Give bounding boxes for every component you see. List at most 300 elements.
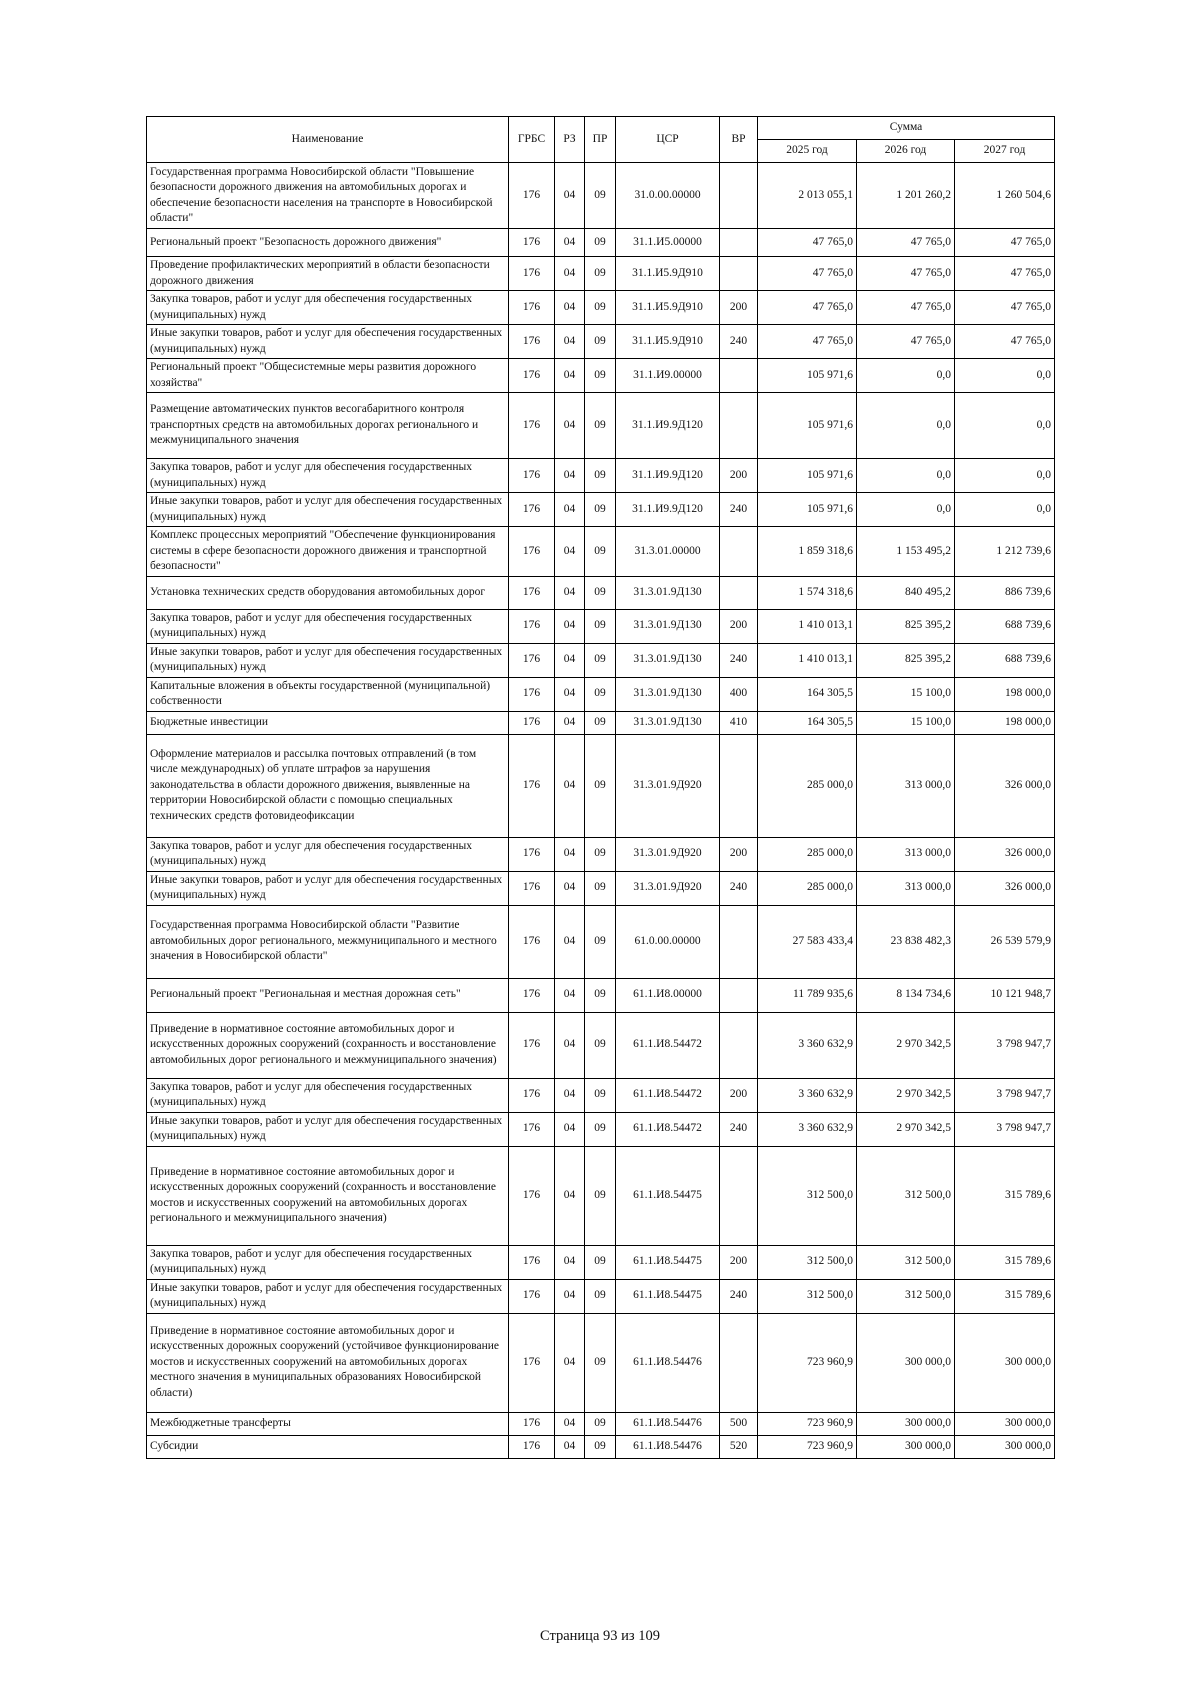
cell-sum-2027: 0,0 (955, 393, 1055, 459)
cell-rz: 04 (555, 229, 585, 257)
header-name: Наименование (147, 117, 509, 163)
cell-rz: 04 (555, 459, 585, 493)
cell-name: Государственная программа Новосибирской области "Развитие автомобильных дорог регионального, межмуниципального и местного значения в Новосибирской области" (147, 905, 509, 978)
cell-rz: 04 (555, 576, 585, 609)
cell-sum-2027: 315 789,6 (955, 1245, 1055, 1279)
cell-csr: 31.3.01.9Д920 (616, 837, 720, 871)
cell-sum-2027: 326 000,0 (955, 734, 1055, 837)
cell-name: Иные закупки товаров, работ и услуг для обеспечения государственных (муниципальных) нужд (147, 1112, 509, 1146)
header-grbs: ГРБС (509, 117, 555, 163)
cell-csr: 61.1.И8.54475 (616, 1245, 720, 1279)
cell-grbs: 176 (509, 609, 555, 643)
cell-pr: 09 (585, 576, 616, 609)
cell-csr: 31.3.01.9Д130 (616, 576, 720, 609)
header-year-2027: 2027 год (955, 140, 1055, 163)
cell-rz: 04 (555, 527, 585, 577)
cell-sum-2027: 688 739,6 (955, 609, 1055, 643)
cell-rz: 04 (555, 163, 585, 229)
cell-name: Иные закупки товаров, работ и услуг для обеспечения государственных (муниципальных) нужд (147, 325, 509, 359)
cell-grbs: 176 (509, 527, 555, 577)
cell-rz: 04 (555, 1245, 585, 1279)
table-row (147, 1412, 1055, 1435)
cell-grbs: 176 (509, 1245, 555, 1279)
cell-sum-2026: 1 201 260,2 (857, 163, 955, 229)
cell-sum-2025: 1 410 013,1 (758, 609, 857, 643)
cell-name: Капитальные вложения в объекты государственной (муниципальной) собственности (147, 677, 509, 711)
cell-rz: 04 (555, 711, 585, 734)
cell-name: Иные закупки товаров, работ и услуг для обеспечения государственных (муниципальных) нужд (147, 643, 509, 677)
cell-vr (720, 905, 758, 978)
cell-name: Размещение автоматических пунктов весогабаритного контроля транспортных средств на автомобильных дорогах регионального и межмуниципального значения (147, 393, 509, 459)
cell-pr: 09 (585, 871, 616, 905)
table-row (147, 1279, 1055, 1313)
table-row (147, 459, 1055, 493)
cell-grbs: 176 (509, 711, 555, 734)
cell-vr: 200 (720, 1245, 758, 1279)
cell-csr: 31.1.И9.9Д120 (616, 459, 720, 493)
header-sum: Сумма (758, 117, 1055, 140)
cell-sum-2027: 3 798 947,7 (955, 1078, 1055, 1112)
table-row (147, 493, 1055, 527)
cell-sum-2026: 312 500,0 (857, 1245, 955, 1279)
cell-sum-2026: 313 000,0 (857, 734, 955, 837)
cell-grbs: 176 (509, 257, 555, 291)
table-body (147, 163, 1055, 1459)
cell-pr: 09 (585, 1245, 616, 1279)
cell-vr (720, 1146, 758, 1245)
table-row (147, 257, 1055, 291)
cell-sum-2026: 47 765,0 (857, 291, 955, 325)
table-row (147, 1245, 1055, 1279)
cell-rz: 04 (555, 1112, 585, 1146)
cell-sum-2027: 300 000,0 (955, 1412, 1055, 1435)
cell-sum-2025: 164 305,5 (758, 677, 857, 711)
cell-grbs: 176 (509, 1078, 555, 1112)
cell-sum-2025: 105 971,6 (758, 359, 857, 393)
cell-sum-2025: 1 574 318,6 (758, 576, 857, 609)
cell-sum-2025: 285 000,0 (758, 734, 857, 837)
cell-grbs: 176 (509, 677, 555, 711)
cell-csr: 61.1.И8.00000 (616, 978, 720, 1012)
cell-csr: 31.3.01.9Д130 (616, 643, 720, 677)
cell-sum-2027: 47 765,0 (955, 229, 1055, 257)
cell-rz: 04 (555, 1078, 585, 1112)
cell-vr (720, 576, 758, 609)
cell-name: Закупка товаров, работ и услуг для обеспечения государственных (муниципальных) нужд (147, 1245, 509, 1279)
cell-pr: 09 (585, 905, 616, 978)
table-row (147, 325, 1055, 359)
cell-csr: 61.1.И8.54472 (616, 1078, 720, 1112)
cell-rz: 04 (555, 978, 585, 1012)
cell-name: Иные закупки товаров, работ и услуг для обеспечения государственных (муниципальных) нужд (147, 1279, 509, 1313)
cell-grbs: 176 (509, 163, 555, 229)
cell-rz: 04 (555, 643, 585, 677)
cell-vr (720, 229, 758, 257)
table-row (147, 837, 1055, 871)
cell-sum-2026: 0,0 (857, 493, 955, 527)
cell-csr: 61.1.И8.54476 (616, 1412, 720, 1435)
cell-sum-2026: 1 153 495,2 (857, 527, 955, 577)
cell-csr: 31.3.01.9Д130 (616, 711, 720, 734)
cell-name: Установка технических средств оборудования автомобильных дорог (147, 576, 509, 609)
cell-sum-2025: 312 500,0 (758, 1146, 857, 1245)
cell-sum-2027: 1 212 739,6 (955, 527, 1055, 577)
cell-sum-2025: 47 765,0 (758, 291, 857, 325)
cell-grbs: 176 (509, 1012, 555, 1078)
cell-name: Межбюджетные трансферты (147, 1412, 509, 1435)
cell-sum-2026: 0,0 (857, 459, 955, 493)
cell-sum-2027: 0,0 (955, 493, 1055, 527)
page-number: Страница 93 из 109 (539, 1628, 660, 1644)
cell-vr: 500 (720, 1412, 758, 1435)
cell-sum-2026: 2 970 342,5 (857, 1012, 955, 1078)
cell-rz: 04 (555, 734, 585, 837)
cell-vr (720, 527, 758, 577)
cell-csr: 31.3.01.9Д920 (616, 871, 720, 905)
cell-csr: 31.1.И9.00000 (616, 359, 720, 393)
cell-rz: 04 (555, 359, 585, 393)
cell-sum-2026: 2 970 342,5 (857, 1078, 955, 1112)
cell-sum-2025: 2 013 055,1 (758, 163, 857, 229)
cell-sum-2025: 285 000,0 (758, 871, 857, 905)
table-row (147, 393, 1055, 459)
cell-sum-2025: 3 360 632,9 (758, 1112, 857, 1146)
cell-pr: 09 (585, 677, 616, 711)
cell-sum-2027: 688 739,6 (955, 643, 1055, 677)
cell-sum-2026: 47 765,0 (857, 325, 955, 359)
table-row (147, 291, 1055, 325)
cell-vr (720, 734, 758, 837)
cell-vr (720, 163, 758, 229)
cell-pr: 09 (585, 163, 616, 229)
cell-name: Комплекс процессных мероприятий "Обеспечение функционирования системы в сфере безопасности дорожного движения и транспортной безопасности" (147, 527, 509, 577)
cell-sum-2026: 47 765,0 (857, 229, 955, 257)
cell-grbs: 176 (509, 1313, 555, 1412)
table-row (147, 734, 1055, 837)
cell-sum-2027: 47 765,0 (955, 325, 1055, 359)
cell-name: Закупка товаров, работ и услуг для обеспечения государственных (муниципальных) нужд (147, 609, 509, 643)
cell-pr: 09 (585, 459, 616, 493)
cell-grbs: 176 (509, 325, 555, 359)
cell-pr: 09 (585, 1412, 616, 1435)
cell-pr: 09 (585, 359, 616, 393)
cell-name: Региональный проект "Региональная и местная дорожная сеть" (147, 978, 509, 1012)
cell-sum-2026: 15 100,0 (857, 711, 955, 734)
cell-csr: 31.1.И5.9Д910 (616, 291, 720, 325)
cell-vr: 200 (720, 1078, 758, 1112)
cell-pr: 09 (585, 493, 616, 527)
cell-rz: 04 (555, 325, 585, 359)
cell-name: Субсидии (147, 1435, 509, 1458)
cell-rz: 04 (555, 291, 585, 325)
budget-table (146, 116, 1055, 1459)
table-row (147, 677, 1055, 711)
cell-rz: 04 (555, 1435, 585, 1458)
cell-sum-2026: 300 000,0 (857, 1313, 955, 1412)
cell-vr: 520 (720, 1435, 758, 1458)
cell-sum-2026: 300 000,0 (857, 1435, 955, 1458)
cell-sum-2027: 300 000,0 (955, 1435, 1055, 1458)
cell-sum-2025: 1 410 013,1 (758, 643, 857, 677)
cell-grbs: 176 (509, 1279, 555, 1313)
cell-sum-2025: 47 765,0 (758, 229, 857, 257)
cell-vr: 410 (720, 711, 758, 734)
cell-vr: 240 (720, 493, 758, 527)
cell-rz: 04 (555, 1412, 585, 1435)
cell-grbs: 176 (509, 643, 555, 677)
cell-grbs: 176 (509, 1146, 555, 1245)
cell-grbs: 176 (509, 1112, 555, 1146)
cell-csr: 31.1.И5.9Д910 (616, 257, 720, 291)
cell-grbs: 176 (509, 1412, 555, 1435)
header-vr: ВР (720, 117, 758, 163)
cell-pr: 09 (585, 1012, 616, 1078)
cell-vr: 240 (720, 643, 758, 677)
cell-grbs: 176 (509, 493, 555, 527)
cell-csr: 31.0.00.00000 (616, 163, 720, 229)
header-rz: РЗ (555, 117, 585, 163)
cell-sum-2025: 47 765,0 (758, 325, 857, 359)
cell-csr: 61.1.И8.54472 (616, 1012, 720, 1078)
table-row (147, 1435, 1055, 1458)
table-row (147, 163, 1055, 229)
cell-name: Иные закупки товаров, работ и услуг для обеспечения государственных (муниципальных) нужд (147, 493, 509, 527)
cell-name: Оформление материалов и рассылка почтовых отправлений (в том числе международных) об уплате штрафов за нарушения законодательства в области дорожного движения, выявленные на территории Новосибирской области с помощью специальных технических средств фотовидеофиксации (147, 734, 509, 837)
cell-name: Иные закупки товаров, работ и услуг для обеспечения государственных (муниципальных) нужд (147, 871, 509, 905)
cell-csr: 31.3.01.00000 (616, 527, 720, 577)
cell-grbs: 176 (509, 291, 555, 325)
cell-pr: 09 (585, 837, 616, 871)
cell-csr: 31.1.И5.9Д910 (616, 325, 720, 359)
cell-name: Приведение в нормативное состояние автомобильных дорог и искусственных дорожных сооружений (сохранность и восстановление мостов и искусственных сооружений на автомобильных дорогах регионального и межмуниципального значения) (147, 1146, 509, 1245)
cell-sum-2027: 1 260 504,6 (955, 163, 1055, 229)
cell-sum-2025: 723 960,9 (758, 1435, 857, 1458)
cell-sum-2026: 15 100,0 (857, 677, 955, 711)
cell-rz: 04 (555, 1146, 585, 1245)
cell-vr: 240 (720, 1112, 758, 1146)
cell-vr (720, 978, 758, 1012)
cell-sum-2027: 315 789,6 (955, 1146, 1055, 1245)
cell-rz: 04 (555, 393, 585, 459)
cell-pr: 09 (585, 257, 616, 291)
cell-sum-2025: 27 583 433,4 (758, 905, 857, 978)
cell-rz: 04 (555, 677, 585, 711)
table-row (147, 871, 1055, 905)
cell-name: Приведение в нормативное состояние автомобильных дорог и искусственных дорожных сооружений (устойчивое функционирование мостов и искусственных сооружений на автомобильных дорогах местного значения в муниципальных образованиях Новосибирской области) (147, 1313, 509, 1412)
cell-sum-2026: 313 000,0 (857, 871, 955, 905)
cell-vr: 200 (720, 837, 758, 871)
cell-grbs: 176 (509, 359, 555, 393)
header-year-2025: 2025 год (758, 140, 857, 163)
cell-sum-2027: 0,0 (955, 359, 1055, 393)
cell-csr: 31.1.И9.9Д120 (616, 493, 720, 527)
cell-sum-2027: 315 789,6 (955, 1279, 1055, 1313)
cell-pr: 09 (585, 229, 616, 257)
cell-pr: 09 (585, 978, 616, 1012)
cell-sum-2026: 47 765,0 (857, 257, 955, 291)
cell-pr: 09 (585, 609, 616, 643)
header-pr: ПР (585, 117, 616, 163)
cell-rz: 04 (555, 1313, 585, 1412)
cell-sum-2026: 2 970 342,5 (857, 1112, 955, 1146)
cell-sum-2025: 164 305,5 (758, 711, 857, 734)
cell-vr: 240 (720, 1279, 758, 1313)
cell-name: Закупка товаров, работ и услуг для обеспечения государственных (муниципальных) нужд (147, 837, 509, 871)
cell-csr: 61.1.И8.54476 (616, 1313, 720, 1412)
cell-name: Бюджетные инвестиции (147, 711, 509, 734)
table-row (147, 1146, 1055, 1245)
cell-vr (720, 359, 758, 393)
cell-name: Проведение профилактических мероприятий в области безопасности дорожного движения (147, 257, 509, 291)
cell-rz: 04 (555, 609, 585, 643)
cell-rz: 04 (555, 257, 585, 291)
cell-vr: 200 (720, 291, 758, 325)
cell-sum-2027: 47 765,0 (955, 291, 1055, 325)
cell-sum-2026: 312 500,0 (857, 1279, 955, 1313)
table-row (147, 978, 1055, 1012)
cell-name: Приведение в нормативное состояние автомобильных дорог и искусственных дорожных сооружений (сохранность и восстановление автомобильных дорог регионального и межмуниципального значения) (147, 1012, 509, 1078)
cell-rz: 04 (555, 905, 585, 978)
cell-sum-2025: 312 500,0 (758, 1245, 857, 1279)
cell-pr: 09 (585, 1279, 616, 1313)
table-row (147, 1012, 1055, 1078)
cell-grbs: 176 (509, 978, 555, 1012)
cell-grbs: 176 (509, 393, 555, 459)
cell-sum-2026: 0,0 (857, 393, 955, 459)
cell-name: Региональный проект "Общесистемные меры развития дорожного хозяйства" (147, 359, 509, 393)
cell-grbs: 176 (509, 229, 555, 257)
cell-name: Государственная программа Новосибирской области "Повышение безопасности дорожного движения на автомобильных дорогах и обеспечение безопасности населения на транспорте в Новосибирской области" (147, 163, 509, 229)
cell-sum-2025: 3 360 632,9 (758, 1078, 857, 1112)
cell-grbs: 176 (509, 459, 555, 493)
cell-grbs: 176 (509, 905, 555, 978)
cell-sum-2026: 825 395,2 (857, 609, 955, 643)
cell-rz: 04 (555, 1279, 585, 1313)
cell-vr (720, 1313, 758, 1412)
cell-sum-2025: 285 000,0 (758, 837, 857, 871)
cell-sum-2027: 300 000,0 (955, 1313, 1055, 1412)
header-csr: ЦСР (616, 117, 720, 163)
cell-csr: 31.3.01.9Д130 (616, 677, 720, 711)
cell-sum-2025: 723 960,9 (758, 1412, 857, 1435)
table-row (147, 1313, 1055, 1412)
cell-sum-2026: 300 000,0 (857, 1412, 955, 1435)
cell-pr: 09 (585, 527, 616, 577)
cell-csr: 61.1.И8.54472 (616, 1112, 720, 1146)
cell-csr: 61.1.И8.54475 (616, 1146, 720, 1245)
cell-sum-2027: 198 000,0 (955, 677, 1055, 711)
cell-sum-2026: 0,0 (857, 359, 955, 393)
table-row (147, 229, 1055, 257)
cell-pr: 09 (585, 1146, 616, 1245)
cell-csr: 61.0.00.00000 (616, 905, 720, 978)
cell-pr: 09 (585, 1112, 616, 1146)
cell-csr: 31.3.01.9Д920 (616, 734, 720, 837)
table-row (147, 1112, 1055, 1146)
cell-pr: 09 (585, 734, 616, 837)
cell-sum-2025: 11 789 935,6 (758, 978, 857, 1012)
cell-sum-2025: 105 971,6 (758, 459, 857, 493)
cell-name: Региональный проект "Безопасность дорожного движения" (147, 229, 509, 257)
cell-pr: 09 (585, 393, 616, 459)
cell-sum-2025: 1 859 318,6 (758, 527, 857, 577)
cell-pr: 09 (585, 325, 616, 359)
cell-pr: 09 (585, 1078, 616, 1112)
cell-sum-2025: 312 500,0 (758, 1279, 857, 1313)
cell-csr: 61.1.И8.54475 (616, 1279, 720, 1313)
cell-vr: 200 (720, 459, 758, 493)
table-row (147, 643, 1055, 677)
cell-csr: 61.1.И8.54476 (616, 1435, 720, 1458)
cell-sum-2025: 3 360 632,9 (758, 1012, 857, 1078)
cell-sum-2025: 105 971,6 (758, 393, 857, 459)
cell-name: Закупка товаров, работ и услуг для обеспечения государственных (муниципальных) нужд (147, 291, 509, 325)
header-year-2026: 2026 год (857, 140, 955, 163)
cell-vr (720, 393, 758, 459)
table-header (147, 117, 1055, 163)
cell-sum-2025: 105 971,6 (758, 493, 857, 527)
cell-sum-2027: 47 765,0 (955, 257, 1055, 291)
cell-vr: 200 (720, 609, 758, 643)
cell-sum-2025: 723 960,9 (758, 1313, 857, 1412)
cell-sum-2027: 26 539 579,9 (955, 905, 1055, 978)
cell-vr: 400 (720, 677, 758, 711)
cell-pr: 09 (585, 643, 616, 677)
cell-vr (720, 257, 758, 291)
cell-pr: 09 (585, 1435, 616, 1458)
cell-csr: 31.3.01.9Д130 (616, 609, 720, 643)
cell-vr: 240 (720, 325, 758, 359)
cell-sum-2027: 326 000,0 (955, 837, 1055, 871)
cell-rz: 04 (555, 493, 585, 527)
cell-sum-2026: 313 000,0 (857, 837, 955, 871)
cell-sum-2026: 825 395,2 (857, 643, 955, 677)
cell-grbs: 176 (509, 734, 555, 837)
cell-grbs: 176 (509, 871, 555, 905)
cell-grbs: 176 (509, 837, 555, 871)
cell-sum-2025: 47 765,0 (758, 257, 857, 291)
table-row (147, 1078, 1055, 1112)
cell-grbs: 176 (509, 576, 555, 609)
cell-sum-2027: 198 000,0 (955, 711, 1055, 734)
cell-pr: 09 (585, 1313, 616, 1412)
cell-pr: 09 (585, 711, 616, 734)
cell-vr (720, 1012, 758, 1078)
table-row (147, 576, 1055, 609)
cell-sum-2027: 10 121 948,7 (955, 978, 1055, 1012)
cell-pr: 09 (585, 291, 616, 325)
cell-sum-2027: 3 798 947,7 (955, 1012, 1055, 1078)
cell-vr: 240 (720, 871, 758, 905)
cell-sum-2027: 326 000,0 (955, 871, 1055, 905)
table-row (147, 711, 1055, 734)
cell-sum-2027: 0,0 (955, 459, 1055, 493)
cell-name: Закупка товаров, работ и услуг для обеспечения государственных (муниципальных) нужд (147, 459, 509, 493)
cell-rz: 04 (555, 1012, 585, 1078)
cell-rz: 04 (555, 871, 585, 905)
cell-sum-2026: 312 500,0 (857, 1146, 955, 1245)
cell-grbs: 176 (509, 1435, 555, 1458)
table-row (147, 905, 1055, 978)
cell-sum-2027: 886 739,6 (955, 576, 1055, 609)
cell-csr: 31.1.И9.9Д120 (616, 393, 720, 459)
cell-sum-2026: 23 838 482,3 (857, 905, 955, 978)
cell-name: Закупка товаров, работ и услуг для обеспечения государственных (муниципальных) нужд (147, 1078, 509, 1112)
table-row (147, 609, 1055, 643)
cell-sum-2026: 840 495,2 (857, 576, 955, 609)
cell-csr: 31.1.И5.00000 (616, 229, 720, 257)
table-row (147, 527, 1055, 577)
